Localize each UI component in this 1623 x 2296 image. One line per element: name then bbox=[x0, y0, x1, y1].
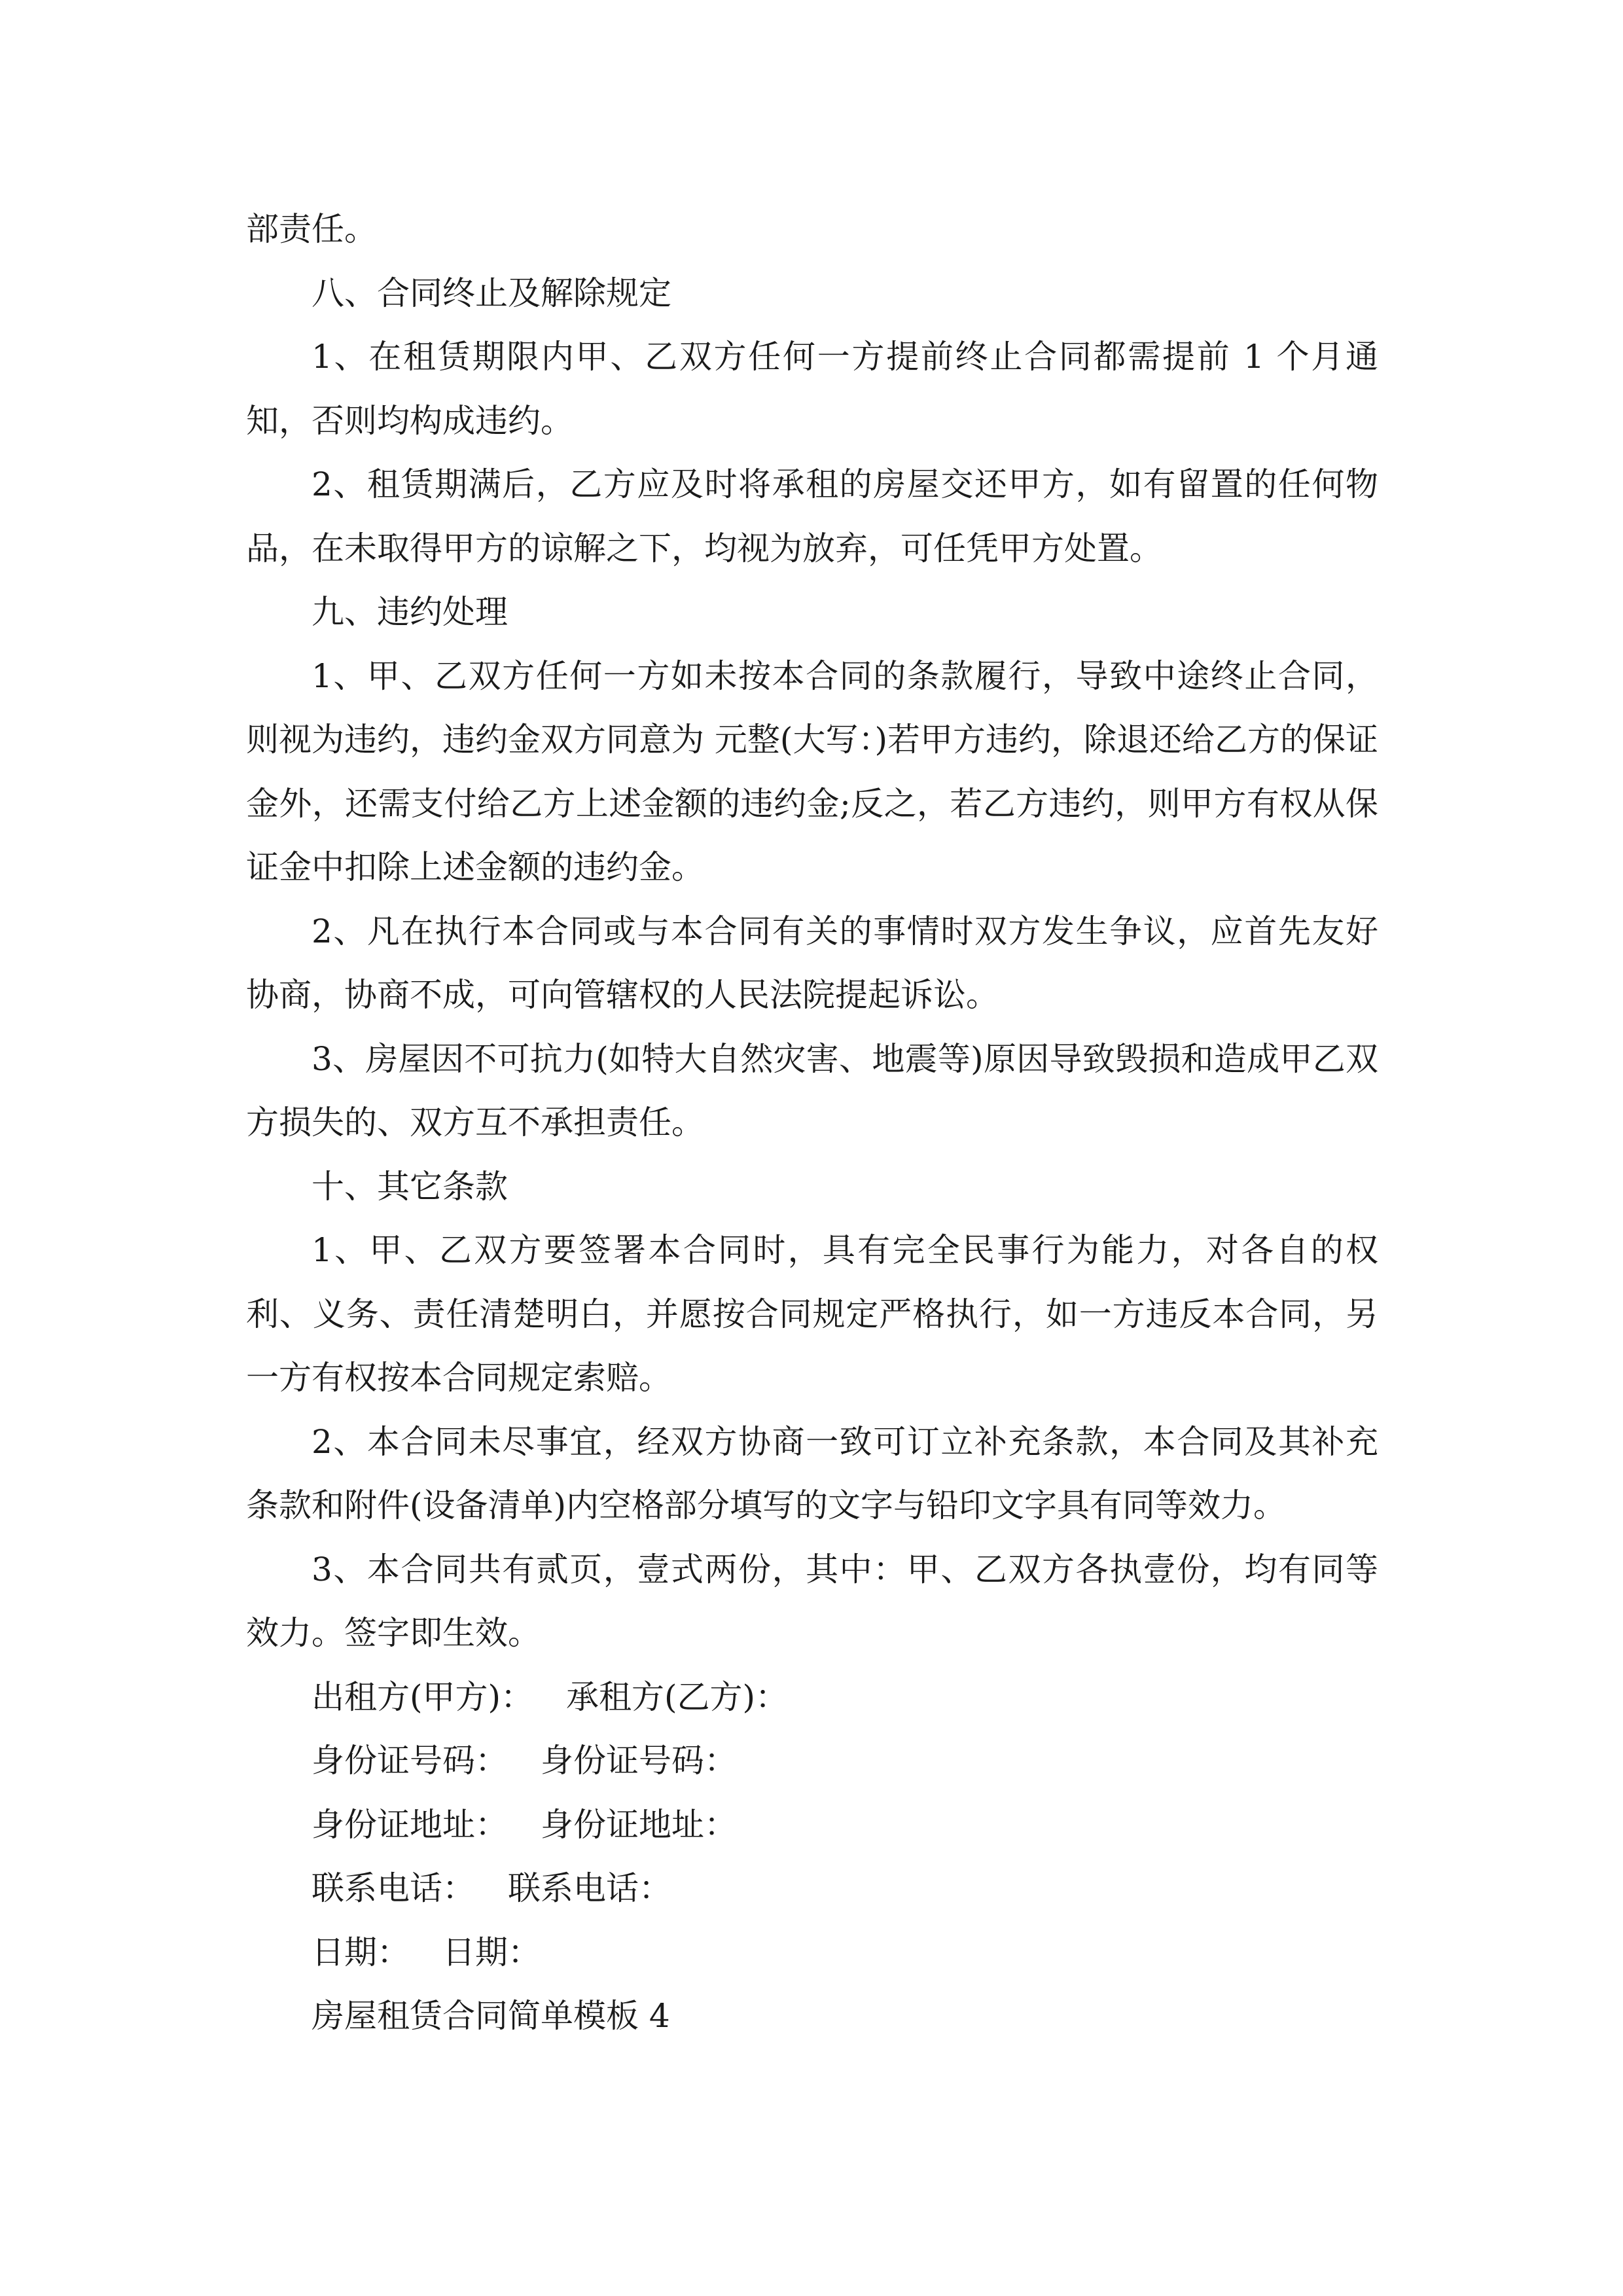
section-heading-other: 十、其它条款 bbox=[312, 1167, 508, 1206]
date-label-a: 日期： bbox=[312, 1933, 410, 1971]
next-contract-title: 房屋租赁合同简单模板 4 bbox=[312, 1997, 670, 2035]
clause-other-1: 1、甲、乙双方要签署本合同时，具有完全民事行为能力，对各自的权利、义务、责任清楚明白，并愿按合同规定严格执行，如一方违反本合同，另一方有权按本合同规定索赔。 bbox=[246, 1231, 1378, 1397]
id-number-label-b: 身份证号码： bbox=[541, 1742, 737, 1780]
clause-other-3: 3、本合同共有贰页，壹式两份，其中：甲、乙双方各执壹份，均有同等效力。签字即生效。 bbox=[246, 1550, 1378, 1652]
id-address-label-b: 身份证地址： bbox=[541, 1805, 737, 1844]
signature-id-address-row bbox=[246, 1793, 1378, 1857]
paragraph-continuation: 部责任。 bbox=[246, 210, 377, 248]
clause-breach-3: 3、房屋因不可抗力(如特大自然灾害、地震等)原因导致毁损和造成甲乙双方损失的、双方互不承担责任。 bbox=[246, 1039, 1378, 1141]
date-label-b: 日期： bbox=[442, 1933, 541, 1971]
signature-parties-row bbox=[246, 1666, 1378, 1730]
clause-termination-1: 1、在租赁期限内甲、乙双方任何一方提前终止合同都需提前 1 个月通知，否则均构成违约。 bbox=[246, 338, 1378, 440]
signature-id-number-row bbox=[246, 1729, 1378, 1793]
lessee-label: 承租方(乙方)： bbox=[566, 1677, 789, 1716]
signature-phone-row bbox=[246, 1857, 1378, 1921]
lessor-label: 出租方(甲方)： bbox=[312, 1677, 534, 1716]
id-number-label-a: 身份证号码： bbox=[312, 1742, 508, 1780]
clause-breach-1: 1、甲、乙双方任何一方如未按本合同的条款履行，导致中途终止合同，则视为违约，违约金双方同意为 元整(大写：)若甲方违约，除退还给乙方的保证金外，还需支付给乙方上述金额的违约金;反之，若乙方违约，则甲方有权从保证金中扣除上述金额的违约金。 bbox=[246, 656, 1378, 886]
id-address-label-a: 身份证地址： bbox=[312, 1805, 508, 1844]
clause-other-2: 2、本合同未尽事宜，经双方协商一致可订立补充条款，本合同及其补充条款和附件(设备清单)内空格部分填写的文字与铅印文字具有同等效力。 bbox=[246, 1422, 1378, 1524]
section-heading-breach: 九、违约处理 bbox=[312, 593, 508, 631]
clause-breach-2: 2、凡在执行本合同或与本合同有关的事情时双方发生争议，应首先友好协商，协商不成，可向管辖权的人民法院提起诉讼。 bbox=[246, 912, 1378, 1014]
clause-termination-2: 2、租赁期满后，乙方应及时将承租的房屋交还甲方，如有留置的任何物品，在未取得甲方的谅解之下，均视为放弃，可任凭甲方处置。 bbox=[246, 465, 1378, 567]
phone-label-b: 联系电话： bbox=[508, 1869, 671, 1907]
document-body bbox=[246, 198, 1378, 2049]
section-heading-termination: 八、合同终止及解除规定 bbox=[312, 274, 671, 312]
phone-label-a: 联系电话： bbox=[312, 1869, 475, 1907]
signature-date-row bbox=[246, 1921, 1378, 1985]
